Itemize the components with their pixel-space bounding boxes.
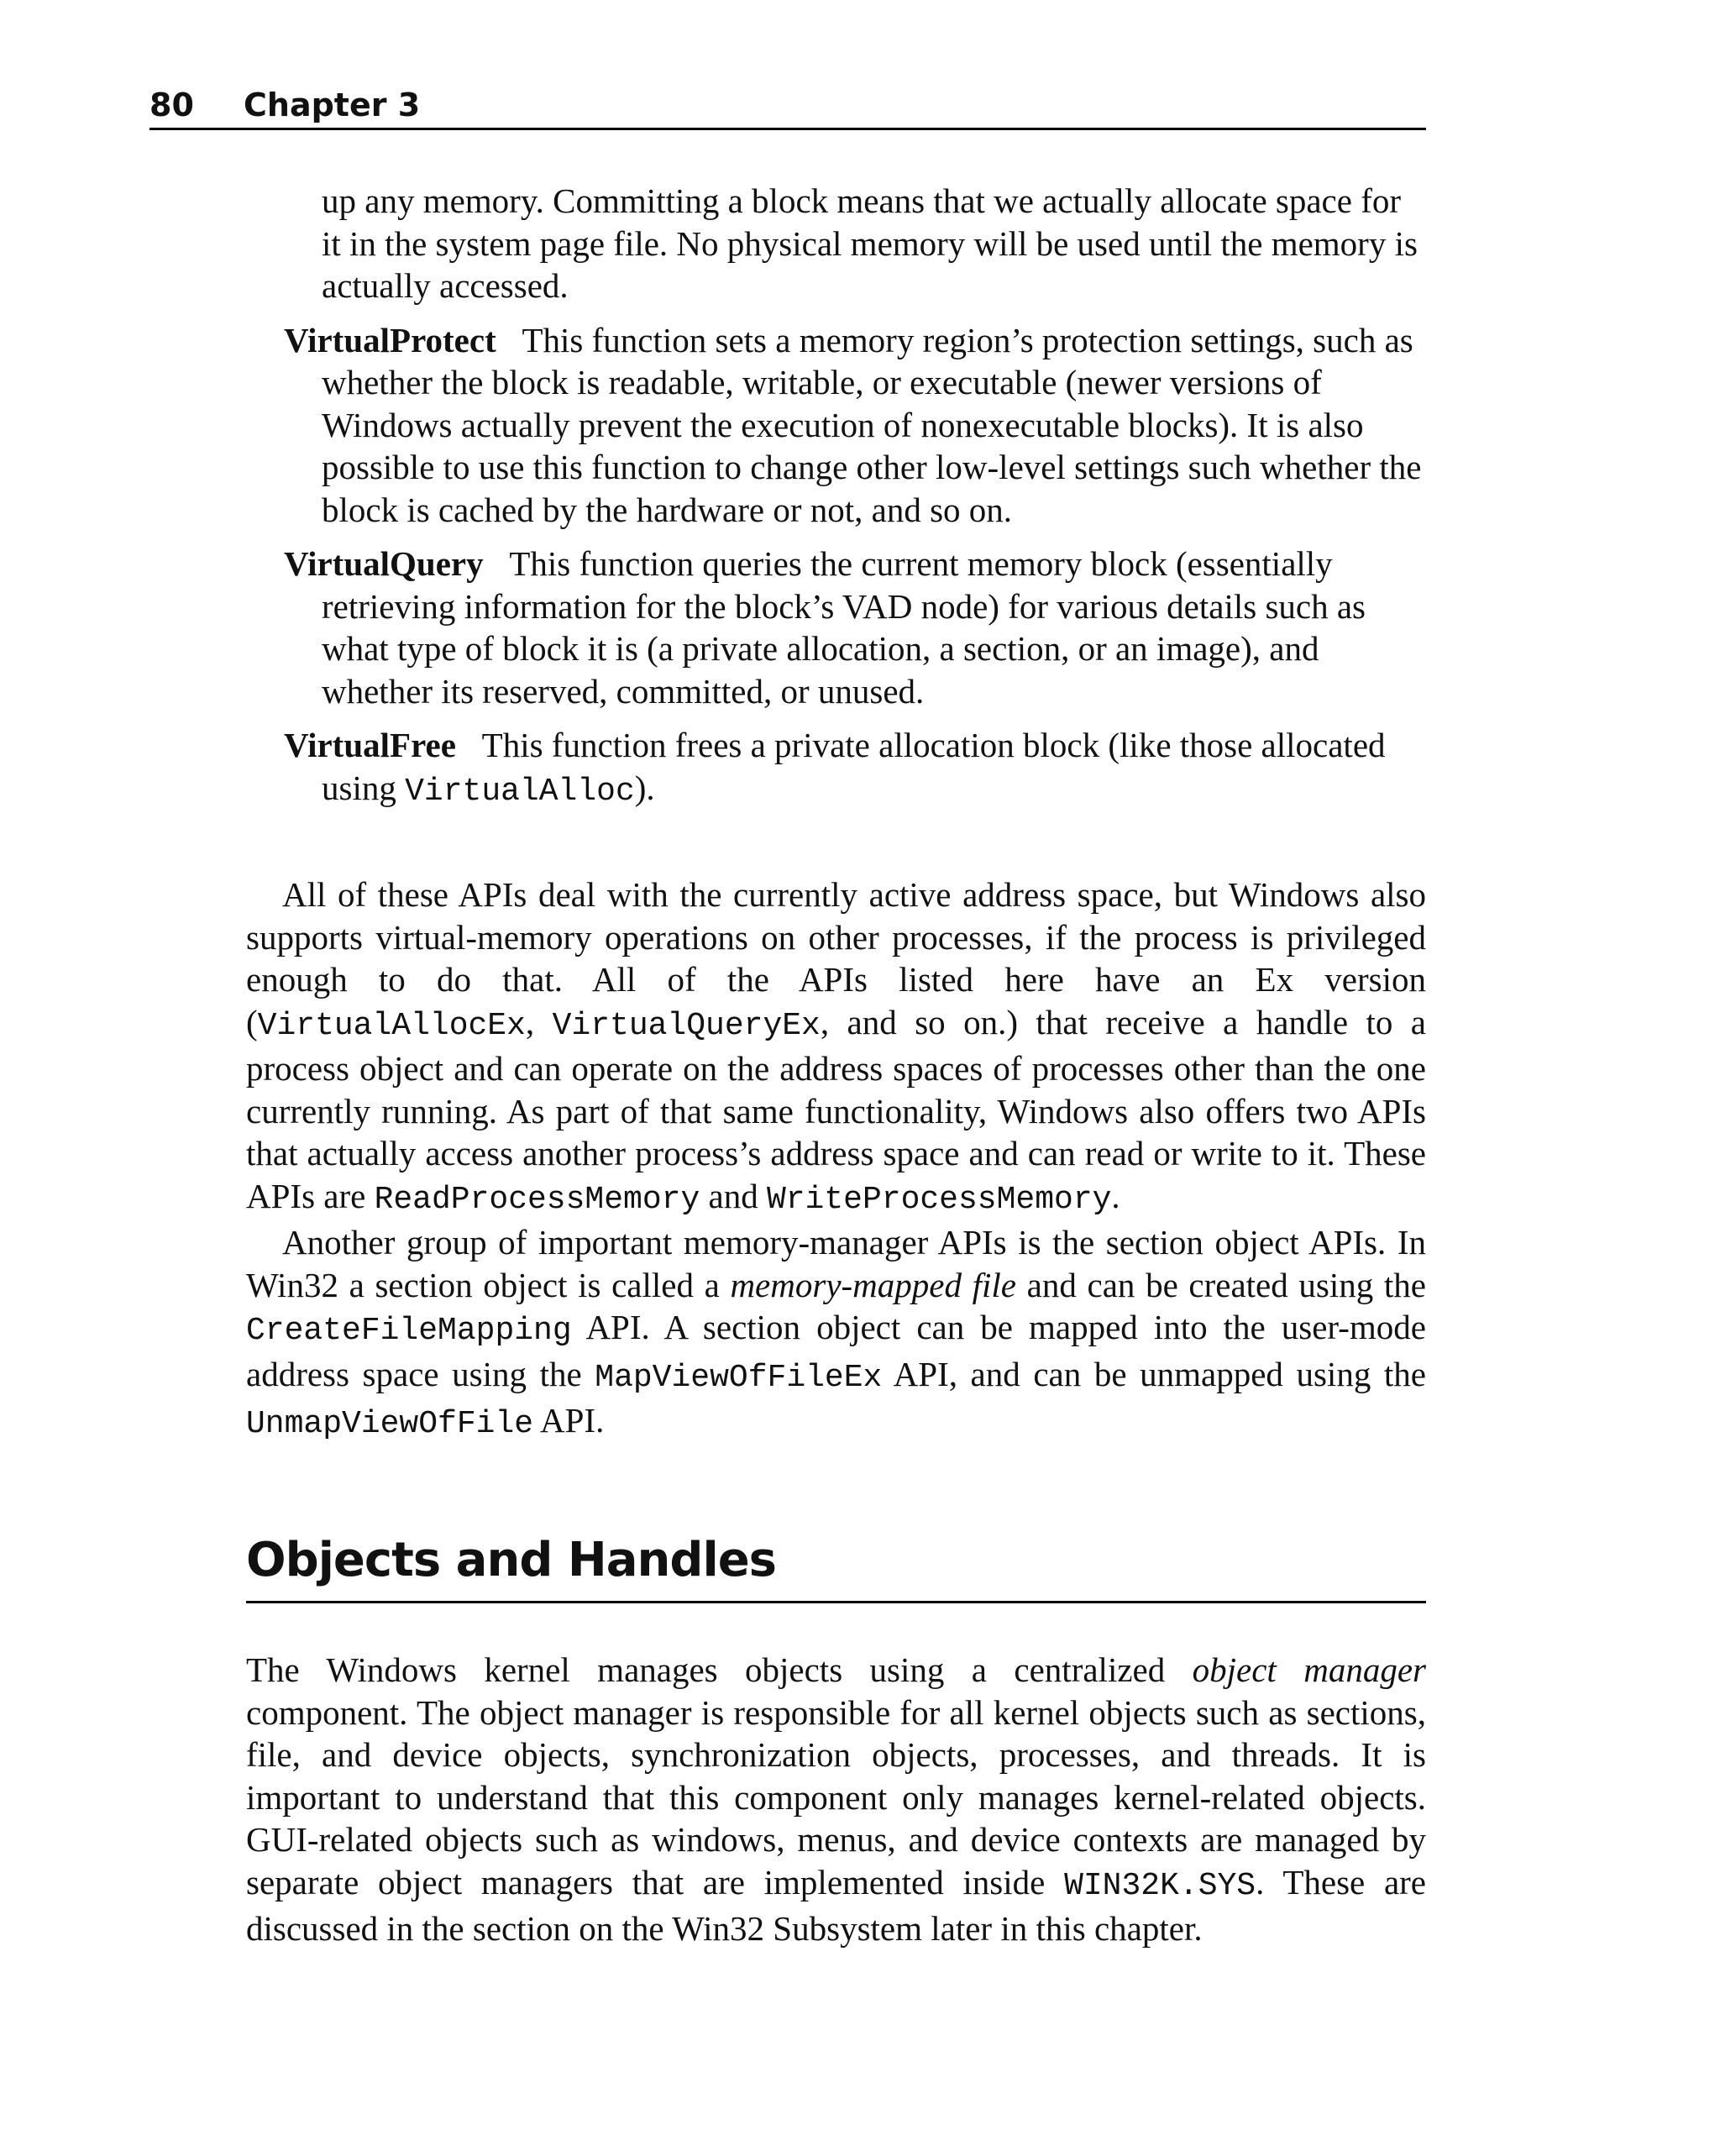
code-virtualallocex: VirtualAllocEx (257, 1007, 526, 1044)
definition-list (246, 180, 1426, 825)
chapter-title: Chapter 3 (244, 87, 421, 123)
text: , (525, 1002, 553, 1041)
running-head (149, 84, 1426, 130)
text: . These are discussed in the section on the Win32 Subsystem later in this chapter. (246, 1862, 1426, 1948)
text: component. The object manager is responsible for all kernel objects such as sections, file, and device objects, synchronization objects, processes, and threads. It is important to understand that this component only manages kernel-related objects. GUI-related objects such as windows, menus, and device contexts are managed by separate object managers that are implemented inside (246, 1692, 1426, 1902)
term-virtualfree: VirtualFree (284, 726, 456, 764)
page-number: 80 (149, 87, 194, 123)
code-win32k-sys: WIN32K.SYS (1064, 1867, 1256, 1904)
text: The Windows kernel manages objects using a centralized (246, 1650, 1193, 1689)
code-mapviewoffileex: MapViewOfFileEx (595, 1359, 883, 1396)
text: and (700, 1176, 767, 1215)
definition-text: This function sets a memory region’s protection settings, such as whether the block is readable, writable, or executable (newer versions of Windows actually prevent the execution of nonexecutable blocks). It is also possible to use this function to change other low-level settings such whether the block is cached by the hardware or not, and so on. (322, 320, 1422, 529)
text: API. (533, 1401, 605, 1440)
definition-text-end: ). (634, 768, 655, 807)
paragraph-3 (246, 1649, 1426, 1950)
paragraph-address-space (246, 873, 1426, 1446)
text: , and so on.) that receive a handle to a process object and can operate on the address spaces of processes other than the one currently running. As part of that same functionality, Windows also offers two APIs that actually access another process’s address space and can read or write to it. These APIs are (246, 1002, 1426, 1215)
code-virtualalloc: VirtualAlloc (405, 773, 635, 810)
text: API, and can be unmapped using the (882, 1354, 1426, 1393)
text: Another group of important memory-manager APIs is the section object APIs. In Win32 a section object is called a (246, 1223, 1426, 1304)
code-unmapviewoffile: UnmapViewOfFile (246, 1406, 534, 1442)
definition-virtualprotect (284, 319, 1426, 532)
term-virtualquery: VirtualQuery (284, 544, 484, 583)
code-readprocessmemory: ReadProcessMemory (374, 1181, 700, 1218)
term-virtualprotect: VirtualProtect (284, 320, 496, 359)
text: . (1111, 1176, 1120, 1215)
definition-virtualfree (284, 724, 1426, 813)
paragraph-2 (246, 1221, 1426, 1446)
code-virtualqueryex: VirtualQueryEx (552, 1007, 821, 1044)
emphasis-memory-mapped-file: memory-mapped file (730, 1265, 1017, 1304)
definition-text: This function frees a private allocation block (like those allocated using (322, 726, 1386, 807)
text: API. A section object can be mapped into the user-mode address space using the (246, 1308, 1426, 1393)
text: All of these APIs deal with the currently active address space, but Windows also supports virtual-memory operations on other processes, if the process is privileged enough to do that. All of the APIs listed here have an Ex version ( (246, 875, 1426, 1041)
section-heading: Objects and Handles (246, 1527, 1426, 1603)
emphasis-object-manager: object manager (1192, 1650, 1426, 1689)
text: and can be created using the (1016, 1265, 1426, 1304)
definition-virtualquery (284, 543, 1426, 712)
code-createfilemapping: CreateFileMapping (246, 1313, 572, 1349)
paragraph-1 (246, 873, 1426, 1221)
definition-text: This function queries the current memory block (essentially retrieving information for the block’s VAD node) for various details such as what type of block it is (a private allocation, a section, or an image), and whether its reserved, committed, or unused. (322, 544, 1366, 711)
intro-continuation: up any memory. Committing a block means that we actually allocate space for it in the system page file. No physical memory will be used until the memory is actually accessed. (322, 181, 1418, 305)
code-writeprocessmemory: WriteProcessMemory (766, 1181, 1112, 1218)
paragraph-object-manager (246, 1649, 1426, 1950)
